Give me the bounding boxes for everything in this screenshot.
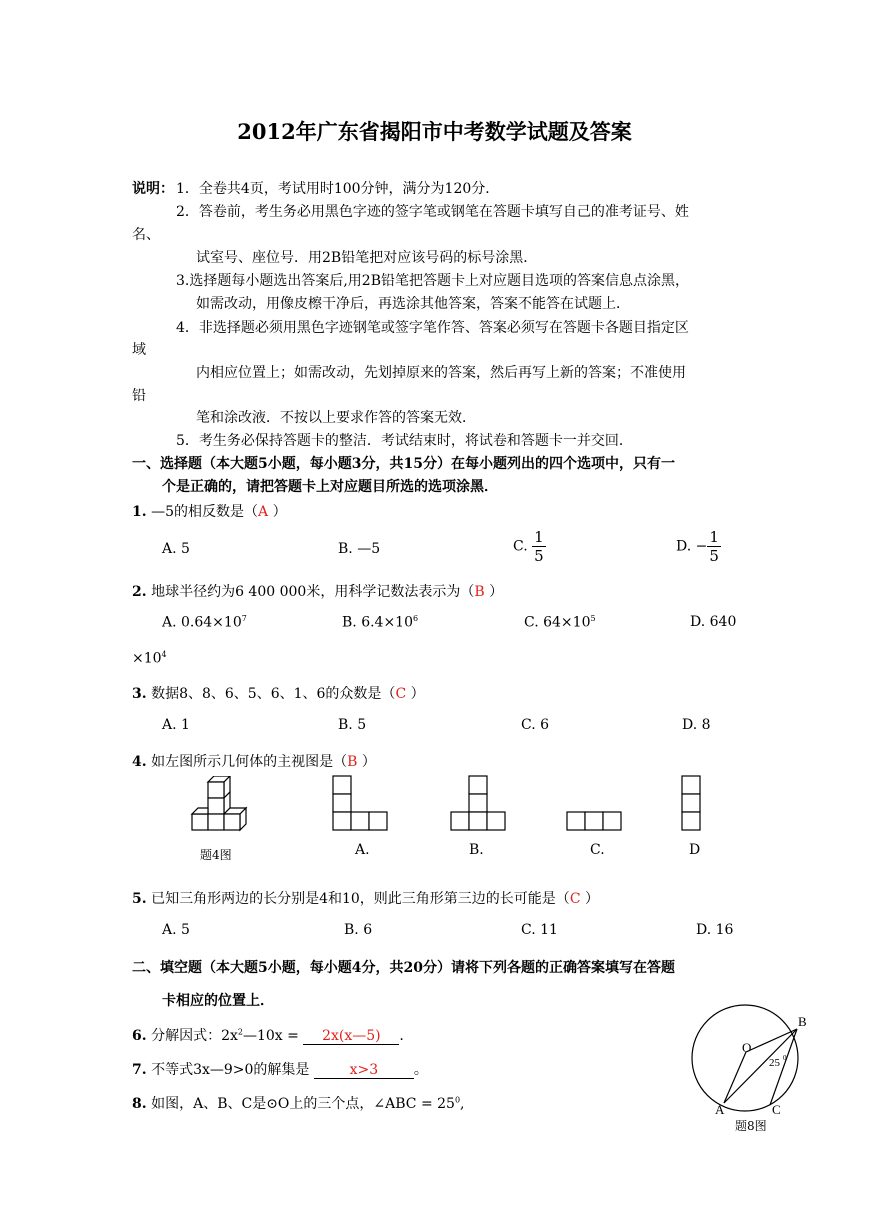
q6-exp: 2 [237, 1027, 243, 1037]
segment-ob [746, 1029, 797, 1052]
question-7 [132, 1059, 428, 1079]
note-5: 5．考生务必保持答题卡的整洁．考试结束时，将试卷和答题卡一并交回． [176, 433, 633, 449]
question-5 [132, 888, 599, 908]
q1-d-sign: − [695, 538, 708, 555]
q5-option-d: D. 16 [696, 922, 734, 938]
question-1 [132, 501, 287, 521]
q4-option-b-figure [450, 775, 508, 833]
q6-pre: 分解因式：2x [151, 1028, 238, 1044]
q2-option-c: C. $64\times 10^5$ [524, 614, 596, 631]
q3-close: ） [410, 686, 425, 702]
q2-text: 地球半径约为6 400 000米，用科学记数法表示为（ [151, 584, 475, 600]
label-b: B [798, 1014, 807, 1029]
q4-text: 如左图所示几何体的主视图是（ [151, 754, 348, 770]
question-3 [132, 683, 425, 703]
q5-answer: C [569, 891, 581, 907]
question-8 [132, 1093, 465, 1113]
q4-option-b: B. [469, 842, 484, 858]
question-2 [132, 581, 503, 601]
q7-text: 不等式3x—9>0的解集是 [151, 1062, 310, 1078]
q1-option-d [676, 528, 721, 565]
q6-post: —10x = [242, 1028, 299, 1044]
q4-figure-caption: 题4图 [200, 848, 232, 862]
q5-close: ） [584, 891, 599, 907]
q1-number: 1. [132, 504, 147, 520]
q5-number: 5. [132, 891, 147, 907]
q4-option-a-figure [332, 775, 390, 833]
section1-heading-cont: 个是正确的，请把答题卡上对应题目所选的选项涂黑． [162, 479, 498, 495]
q4-option-c: C. [590, 842, 605, 858]
note-4c: 内相应位置上；如需改动，先划掉原来的答案，然后再写上新的答案；不准使用 [196, 365, 686, 381]
q5-text: 已知三角形两边的长分别是4和10，则此三角形第三边的长可能是（ [151, 891, 570, 907]
note-4b: 域 [132, 342, 146, 358]
q8-text: 如图，A、B、C是⊙O上的三个点，∠ABC = 25 [151, 1096, 455, 1112]
q1-c-label: C. [513, 538, 528, 555]
q8-number: 8. [132, 1096, 147, 1112]
q1-d-label: D. [676, 538, 692, 555]
q4-option-a: A. [355, 842, 370, 858]
q2-option-d: D. 640 [690, 614, 737, 630]
page-title: 2012年广东省揭阳市中考数学试题及答案 [237, 119, 632, 144]
q8-end: , [460, 1096, 465, 1112]
note-4d: 铅 [132, 388, 146, 404]
q8-degree: 0 [454, 1095, 461, 1105]
q3-option-b: B. 5 [338, 717, 367, 733]
q3-option-c: C. 6 [521, 717, 550, 733]
q2-close: ） [489, 584, 504, 600]
section1-heading: 一、选择题（本大题5小题，每小题3分，共15分）在每小题列出的四个选项中，只有一 [132, 456, 675, 472]
label-angle: 25 [769, 1057, 780, 1069]
q1-option-c [513, 528, 546, 565]
section2-heading-cont: 卡相应的位置上． [162, 993, 274, 1009]
note-2c: 试室号、座位号．用2B铅笔把对应该号码的标号涂黑． [196, 250, 538, 266]
q5-option-b: B. 6 [344, 922, 373, 938]
q6-answer: 2x(x—5) [303, 1028, 399, 1045]
q1-d-fraction: $\frac{1}{5}$ [709, 528, 719, 565]
segment-ao [724, 1052, 746, 1103]
q2-option-d-cont: $\times 10^4$ [132, 650, 167, 667]
q2-answer: B [474, 584, 485, 600]
q4-answer: B [347, 754, 358, 770]
note-3b: 如需改动，用像皮檫干净后，再选涂其他答案，答案不能答在试题上． [196, 296, 630, 312]
q4-option-d: D [689, 842, 701, 858]
q1-close: ） [272, 504, 287, 520]
q3-option-a: A. 1 [162, 717, 190, 733]
note-2a: 2．答卷前，考生务必用黑色字迹的签字笔或钢笔在答题卡填写自己的准考证号、姓 [176, 204, 689, 220]
q1-text: —5的相反数是（ [151, 504, 258, 520]
q4-number: 4. [132, 754, 147, 770]
label-angle-degree: 0 [783, 1054, 787, 1062]
note-2b: 名、 [132, 227, 160, 243]
question-6 [132, 1025, 404, 1045]
q2-number: 2. [132, 584, 147, 600]
q1-answer: A [258, 504, 269, 520]
q4-option-c-figure [566, 811, 624, 833]
label-a: A [715, 1102, 725, 1117]
q7-number: 7. [132, 1062, 147, 1078]
question-4 [132, 751, 376, 771]
q3-answer: C [395, 686, 407, 702]
q4-close: ） [361, 754, 376, 770]
q8-circle-figure [690, 996, 820, 1136]
q1-c-fraction: $\frac{1}{5}$ [534, 528, 544, 565]
q3-number: 3. [132, 686, 147, 702]
q5-option-a: A. 5 [162, 922, 190, 938]
note-3a: 3.选择题每小题选出答案后,用2B铅笔把答题卡上对应题目选项的答案信息点涂黑， [176, 273, 690, 289]
q1-option-b: B. —5 [338, 541, 381, 557]
q1-option-a: A. 5 [162, 541, 190, 557]
note-1: 1．全卷共4页，考试用时100分钟，满分为120分． [176, 181, 500, 197]
q7-answer: x>3 [314, 1062, 414, 1079]
q2-option-a: A. $0.64\times 10^7$ [162, 614, 247, 631]
q8-figure-caption: 题8图 [735, 1119, 767, 1133]
q4-solid-figure [186, 776, 252, 838]
note-4e: 笔和涂改液．不按以上要求作答的答案无效． [196, 410, 476, 426]
q7-end: 。 [413, 1062, 428, 1078]
q2-option-b: B. $6.4\times 10^6$ [342, 614, 419, 631]
q4-option-d-figure [681, 775, 703, 833]
note-4a: 4．非选择题必须用黑色字迹钢笔或签字笔作答、答案必须写在答题卡各题目指定区 [176, 320, 689, 336]
notes-label: 说明： [132, 181, 174, 197]
q5-option-c: C. 11 [521, 922, 558, 938]
label-o: O [742, 1040, 752, 1055]
q3-option-d: D. 8 [682, 717, 711, 733]
section2-heading: 二、填空题（本大题5小题，每小题4分，共20分）请将下列各题的正确答案填写在答题 [132, 960, 675, 976]
q3-text: 数据8、8、6、5、6、1、6的众数是（ [151, 686, 396, 702]
label-c: C [772, 1102, 781, 1117]
q6-number: 6. [132, 1028, 147, 1044]
q6-end: . [399, 1028, 404, 1044]
